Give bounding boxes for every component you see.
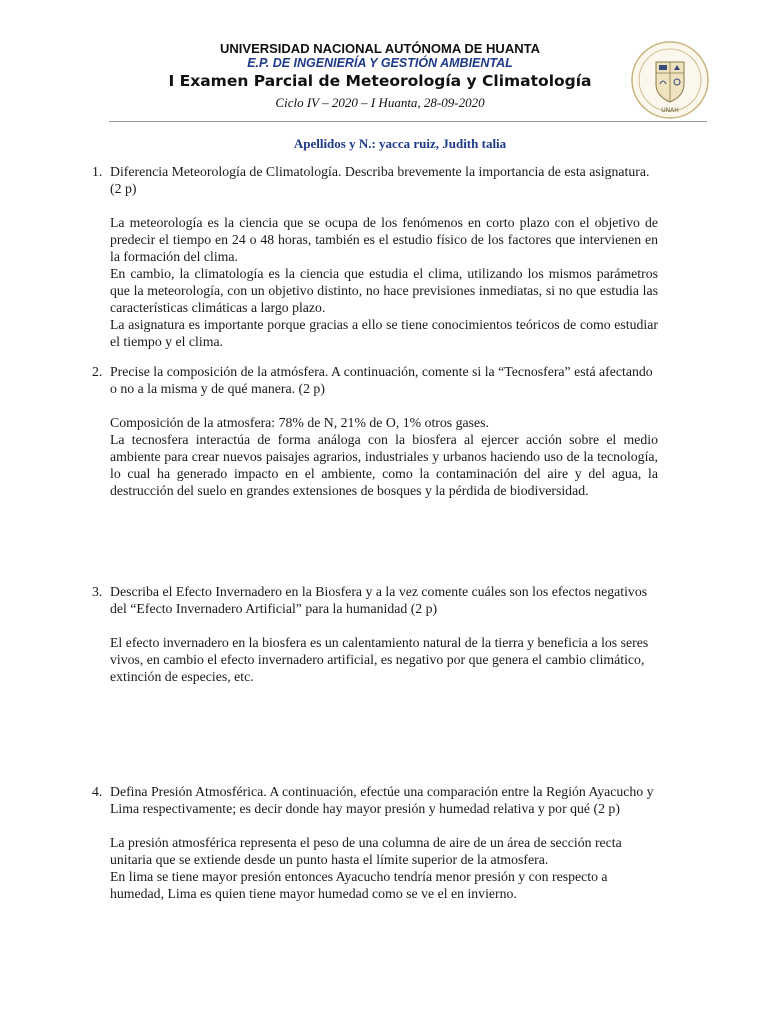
answer-block bbox=[110, 634, 658, 685]
answer-paragraph: La meteorología es la ciencia que se ocupa de los fenómenos en corto plazo con el objetivo de predecir el tiempo en 24 o 48 horas, también es el estudio físico de los factores que intervienen en la formación del clima. bbox=[110, 215, 658, 264]
question-text: Diferencia Meteorología de Climatología. Describa brevemente la importancia de esta asignatura. (2 p) bbox=[110, 164, 650, 196]
question-1 bbox=[92, 163, 658, 350]
answer-block bbox=[110, 414, 658, 499]
answer-block bbox=[110, 214, 658, 350]
university-seal-icon bbox=[630, 40, 710, 120]
answer-paragraph: En lima se tiene mayor presión entonces Ayacucho tendría menor presión y con respecto a humedad, Lima es quien tiene mayor humedad como se ve el en invierno. bbox=[110, 869, 608, 901]
question-number: 3. bbox=[92, 584, 103, 599]
answer-paragraph: La tecnosfera interactúa de forma análoga con la biosfera al ejercer acción sobre el medio ambiente para crear nuevos paisajes agrarios, industriales y urbanos haciendo uso de la tecnología, lo cual ha generado impacto en el ambiente, como la contaminación del aire y del agua, la destrucción del suelo en grandes extensiones de bosques y la pérdida de biodiversidad. bbox=[110, 432, 658, 498]
question-text: Defina Presión Atmosférica. A continuación, efectúe una comparación entre la Región Ayacucho y Lima respectivamente; es decir donde hay mayor presión y humedad relativa y por qué (2 p) bbox=[110, 784, 654, 816]
cycle-date-line: Ciclo IV – 2020 – I Huanta, 28-09-2020 bbox=[275, 95, 485, 110]
school-name: E.P. DE INGENIERÍA Y GESTIÓN AMBIENTAL bbox=[247, 56, 513, 70]
answer-paragraph: La asignatura es importante porque gracias a ello se tiene conocimientos teóricos de como estudiar el tiempo y el clima. bbox=[110, 317, 658, 349]
question-text: Describa el Efecto Invernadero en la Biosfera y a la vez comente cuáles son los efectos negativos del “Efecto Invernadero Artificial” para la humanidad (2 p) bbox=[110, 584, 648, 616]
answer-paragraph: En cambio, la climatología es la ciencia que estudia el clima, utilizando los mismos parámetros que la meteorología, con un objetivo distinto, no hace previsiones inmediatas, si no que estudia las características climáticas a largo plazo. bbox=[110, 266, 658, 315]
question-text: Precise la composición de la atmósfera. A continuación, comente si la “Tecnosfera” está afectando o no a la misma y de qué manera. (2 p) bbox=[110, 364, 653, 396]
answer-paragraph: La presión atmosférica representa el peso de una columna de aire de un área de sección recta unitaria que se extiende desde un punto hasta el límite superior de la atmosfera. bbox=[110, 835, 622, 867]
question-number: 2. bbox=[92, 364, 103, 379]
question-4 bbox=[92, 783, 658, 902]
question-number: 4. bbox=[92, 784, 103, 799]
svg-text:UNAH: UNAH bbox=[661, 107, 679, 114]
question-2 bbox=[92, 363, 658, 499]
document-header bbox=[0, 0, 768, 124]
answer-block bbox=[110, 834, 658, 902]
question-3 bbox=[92, 583, 658, 685]
university-name: UNIVERSIDAD NACIONAL AUTÓNOMA DE HUANTA bbox=[220, 41, 540, 56]
answer-paragraph: Composición de la atmosfera: 78% de N, 21% de O, 1% otros gases. bbox=[110, 415, 489, 430]
student-name-line: Apellidos y N.: yacca ruiz, Judith talia bbox=[293, 136, 507, 151]
header-divider bbox=[109, 121, 707, 122]
exam-title: I Examen Parcial de Meteorología y Climatología bbox=[168, 72, 592, 90]
answer-paragraph: El efecto invernadero en la biosfera es un calentamiento natural de la tierra y beneficia a los seres vivos, en cambio el efecto invernadero artificial, es negativo por que genera el cambio climático, extinción de especies, etc. bbox=[110, 635, 649, 684]
question-number: 1. bbox=[92, 164, 103, 179]
